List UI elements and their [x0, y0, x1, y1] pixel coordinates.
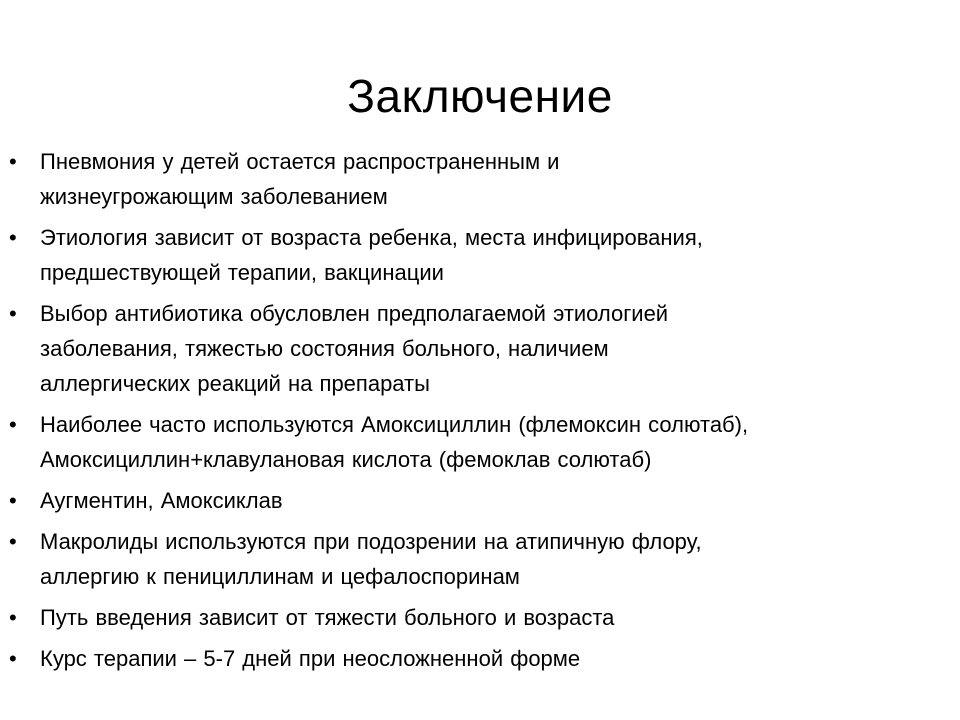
bullet-dot-icon: •: [9, 646, 17, 671]
bullet-text: Путь введения зависит от тяжести больного и возраста: [40, 605, 615, 630]
bullet-text: Выбор антибиотика обусловлен предполагаемой этиологией заболевания, тяжестью состояния больного, наличием аллергических реакций на препараты: [40, 301, 669, 396]
bullet-dot-icon: •: [9, 488, 17, 513]
bullet-item: [0, 600, 960, 635]
bullet-dot-icon: •: [9, 605, 17, 630]
bullet-item: [0, 220, 960, 290]
bullet-text: Этиология зависит от возраста ребенка, места инфицирования, предшествующей терапии, вакцинации: [40, 225, 703, 285]
bullet-text: Аугментин, Амоксиклав: [40, 488, 283, 513]
bullet-dot-icon: •: [9, 529, 17, 554]
bullet-dot-icon: •: [9, 301, 17, 326]
bullet-item: [0, 483, 960, 518]
bullet-dot-icon: •: [9, 149, 17, 174]
bullet-text: Макролиды используются при подозрении на атипичную флору, аллергию к пенициллинам и цефалоспоринам: [40, 529, 702, 589]
bullet-item: [0, 407, 960, 477]
bullet-item: [0, 524, 960, 594]
bullet-text: Наиболее часто используются Амоксициллин (флемоксин солютаб), Амоксициллин+клавулановая кислота (фемоклав солютаб): [40, 412, 749, 472]
bullet-item: [0, 641, 960, 676]
bullet-text: Курс терапии – 5-7 дней при неосложненной форме: [40, 646, 581, 671]
slide-title: Заключение: [347, 70, 613, 122]
bullet-item: [0, 296, 960, 401]
bullet-dot-icon: •: [9, 225, 17, 250]
bullet-dot-icon: •: [9, 412, 17, 437]
bullet-item: [0, 144, 960, 214]
bullet-text: Пневмония у детей остается распространенным и жизнеугрожающим заболеванием: [40, 149, 560, 209]
bullet-list: [0, 144, 960, 682]
